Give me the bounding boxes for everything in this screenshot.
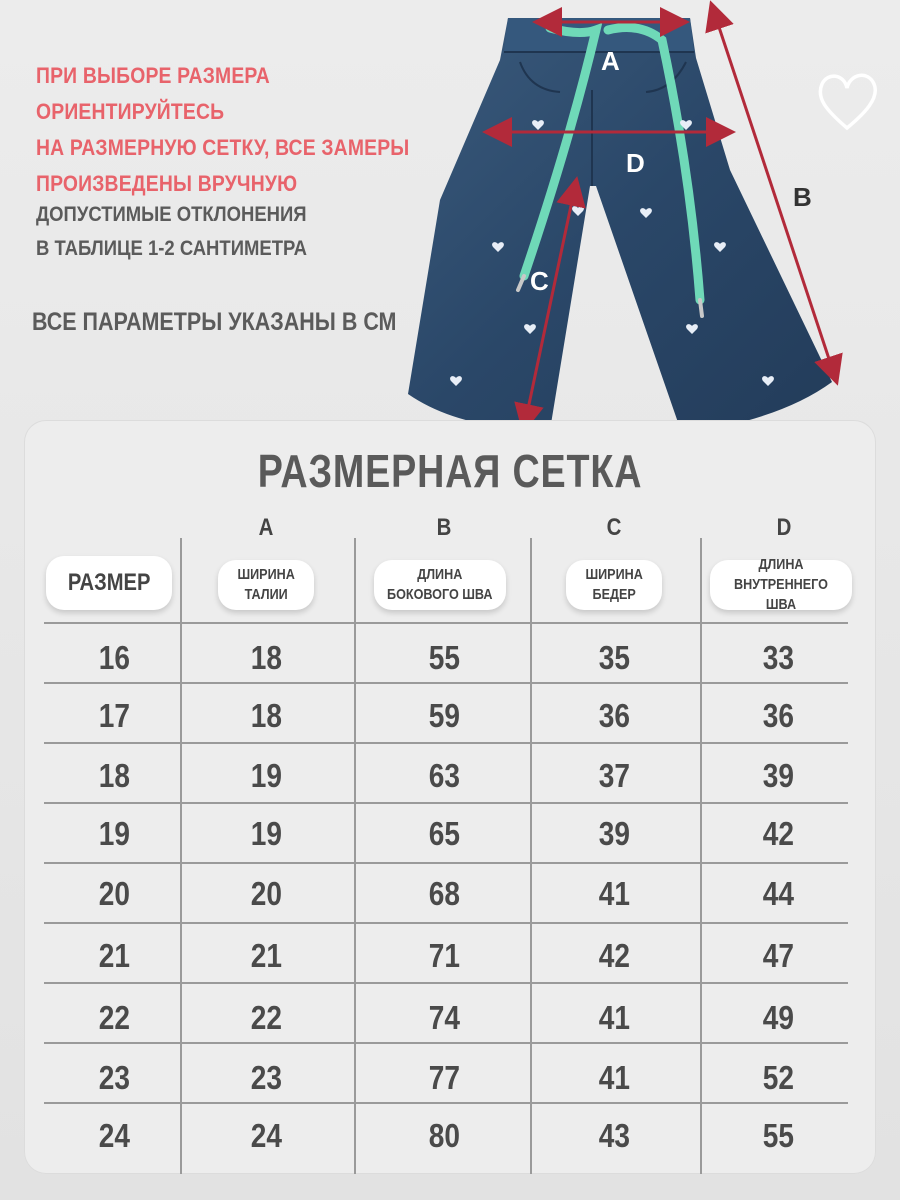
units-text: ВСЕ ПАРАМЕТРЫ УКАЗАНЫ В СМ: [32, 308, 397, 336]
waist-width-cell: 21: [250, 937, 282, 974]
hip-width-cell: 41: [598, 999, 630, 1036]
inseam-cell: 47: [762, 937, 794, 974]
hip-width-cell: 35: [598, 639, 630, 676]
size-cell: 23: [98, 1059, 130, 1096]
column-letter-a: A: [258, 514, 274, 541]
hip-width-cell: 41: [598, 1059, 630, 1096]
intro-notes: [32, 58, 456, 336]
waist-width-header-label: ШИРИНА ТАЛИИ: [237, 566, 295, 603]
waist-width-header-pill: [218, 560, 314, 610]
tolerance-text: ДОПУСТИМЫЕ ОТКЛОНЕНИЯ В ТАБЛИЦЕ 1-2 САНТИМЕТРА: [36, 203, 308, 260]
hip-width-cell: 36: [598, 697, 630, 734]
hip-width-header-label: ШИРИНА БЕДЕР: [585, 566, 643, 603]
jeans-diagram: [400, 0, 870, 440]
table-row: [24, 746, 876, 806]
side-seam-cell: 68: [428, 875, 460, 912]
waist-width-cell: 19: [250, 815, 282, 852]
size-chart-title: РАЗМЕРНАЯ СЕТКА: [257, 445, 643, 497]
inseam-cell: 44: [762, 875, 794, 912]
inseam-cell: 49: [762, 999, 794, 1036]
label-d: D: [626, 148, 645, 178]
size-cell: 16: [98, 639, 130, 676]
sizing-advice-text: ПРИ ВЫБОРЕ РАЗМЕРА ОРИЕНТИРУЙТЕСЬ НА РАЗМЕРНУЮ СЕТКУ, ВСЕ ЗАМЕРЫ ПРОИЗВЕДЕНЫ ВРУЧНУЮ: [36, 63, 410, 196]
size-cell: 20: [98, 875, 130, 912]
inseam-cell: 55: [762, 1117, 794, 1154]
waist-width-cell: 24: [250, 1117, 282, 1154]
inseam-cell: 42: [762, 815, 794, 852]
table-row: [24, 864, 876, 924]
waist-width-cell: 23: [250, 1059, 282, 1096]
side-seam-cell: 55: [428, 639, 460, 676]
label-c: C: [530, 266, 549, 296]
size-cell: 17: [98, 697, 130, 734]
size-chart-card: [24, 420, 876, 1174]
hip-width-cell: 43: [598, 1117, 630, 1154]
waist-width-cell: 20: [250, 875, 282, 912]
waist-width-cell: 22: [250, 999, 282, 1036]
inseam-header-pill: [710, 556, 852, 613]
side-seam-cell: 74: [428, 999, 460, 1036]
side-seam-cell: 77: [428, 1059, 460, 1096]
column-letter-b: B: [436, 514, 452, 541]
row-divider: [44, 622, 848, 624]
table-row: [24, 686, 876, 746]
size-cell: 18: [98, 757, 130, 794]
hip-width-header-pill: [566, 560, 662, 610]
label-b: B: [793, 182, 812, 212]
size-header-label: РАЗМЕР: [67, 569, 151, 596]
hip-width-cell: 41: [598, 875, 630, 912]
hip-width-cell: 39: [598, 815, 630, 852]
inseam-cell: 36: [762, 697, 794, 734]
table-row: [24, 926, 876, 986]
waist-width-cell: 19: [250, 757, 282, 794]
hip-width-cell: 42: [598, 937, 630, 974]
side-seam-cell: 65: [428, 815, 460, 852]
waist-width-cell: 18: [250, 639, 282, 676]
side-seam-cell: 59: [428, 697, 460, 734]
side-seam-header-label: ДЛИНА БОКОВОГО ШВА: [387, 566, 493, 603]
table-row: [24, 628, 876, 688]
side-seam-cell: 63: [428, 757, 460, 794]
inseam-cell: 39: [762, 757, 794, 794]
waist-width-cell: 18: [250, 697, 282, 734]
size-cell: 24: [98, 1117, 130, 1154]
table-row: [24, 1048, 876, 1108]
size-header-pill: [46, 556, 172, 610]
table-row: [24, 988, 876, 1048]
table-row: [24, 1106, 876, 1166]
inseam-header-label: ДЛИНА ВНУТРЕННЕГО ШВА: [734, 556, 828, 613]
column-letter-d: D: [776, 514, 792, 541]
side-seam-cell: 71: [428, 937, 460, 974]
jeans-shape: [408, 18, 832, 434]
column-letter-c: C: [606, 514, 622, 541]
hip-width-cell: 37: [598, 757, 630, 794]
table-row: [24, 804, 876, 864]
label-a: A: [601, 46, 620, 76]
size-cell: 21: [98, 937, 130, 974]
inseam-cell: 52: [762, 1059, 794, 1096]
size-cell: 19: [98, 815, 130, 852]
side-seam-cell: 80: [428, 1117, 460, 1154]
inseam-cell: 33: [762, 639, 794, 676]
size-cell: 22: [98, 999, 130, 1036]
side-seam-header-pill: [374, 560, 506, 610]
